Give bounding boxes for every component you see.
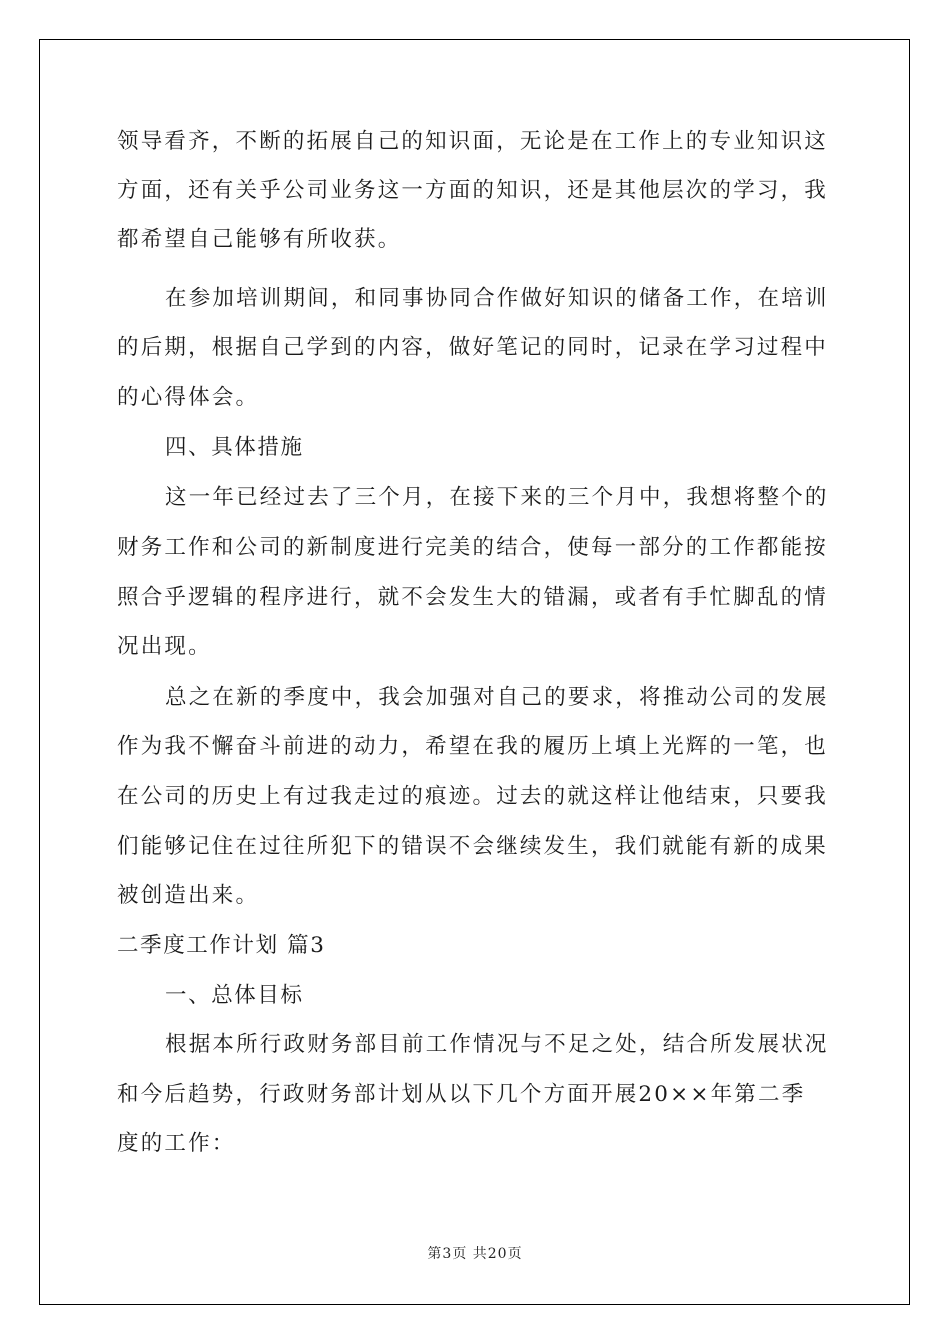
text-line: 方面，还有关乎公司业务这一方面的知识，还是其他层次的学习，我 <box>117 178 829 203</box>
text-line: 们能够记住在过往所犯下的错误不会继续发生，我们就能有新的成果 <box>117 834 829 859</box>
text-line: 况出现。 <box>117 634 212 659</box>
text-line: 财务工作和公司的新制度进行完美的结合，使每一部分的工作都能按 <box>117 535 829 560</box>
text-line: 在公司的历史上有过我走过的痕迹。过去的就这样让他结束，只要我 <box>117 784 829 809</box>
page-number: 第3页 共20页 <box>427 1246 523 1262</box>
paragraph-first-line: 在参加培训期间，和同事协同合作做好知识的储备工作，在培训 <box>165 286 829 311</box>
text-line: 被创造出来。 <box>117 883 260 908</box>
text-line: 作为我不懈奋斗前进的动力，希望在我的履历上填上光辉的一笔，也 <box>117 734 829 759</box>
paragraph-first-line: 这一年已经过去了三个月，在接下来的三个月中，我想将整个的 <box>165 485 829 510</box>
paragraph-first-line: 总之在新的季度中，我会加强对自己的要求，将推动公司的发展 <box>165 685 829 710</box>
text-line: 和今后趋势，行政财务部计划从以下几个方面开展20××年第二季 <box>117 1082 806 1107</box>
text-line: 领导看齐，不断的拓展自己的知识面，无论是在工作上的专业知识这 <box>117 129 829 154</box>
paragraph-first-line: 根据本所行政财务部目前工作情况与不足之处，结合所发展状况 <box>165 1032 829 1057</box>
section-heading: 一、总体目标 <box>165 983 304 1008</box>
text-line: 的后期，根据自己学到的内容，做好笔记的同时，记录在学习过程中 <box>117 335 829 360</box>
text-line: 照合乎逻辑的程序进行，就不会发生大的错漏，或者有手忙脚乱的情 <box>117 585 829 610</box>
section-heading: 四、具体措施 <box>165 435 304 460</box>
text-line: 度的工作： <box>117 1131 236 1156</box>
text-line: 的心得体会。 <box>117 385 260 410</box>
text-line: 都希望自己能够有所收获。 <box>117 227 402 252</box>
document-subtitle: 二季度工作计划 篇3 <box>117 933 326 958</box>
